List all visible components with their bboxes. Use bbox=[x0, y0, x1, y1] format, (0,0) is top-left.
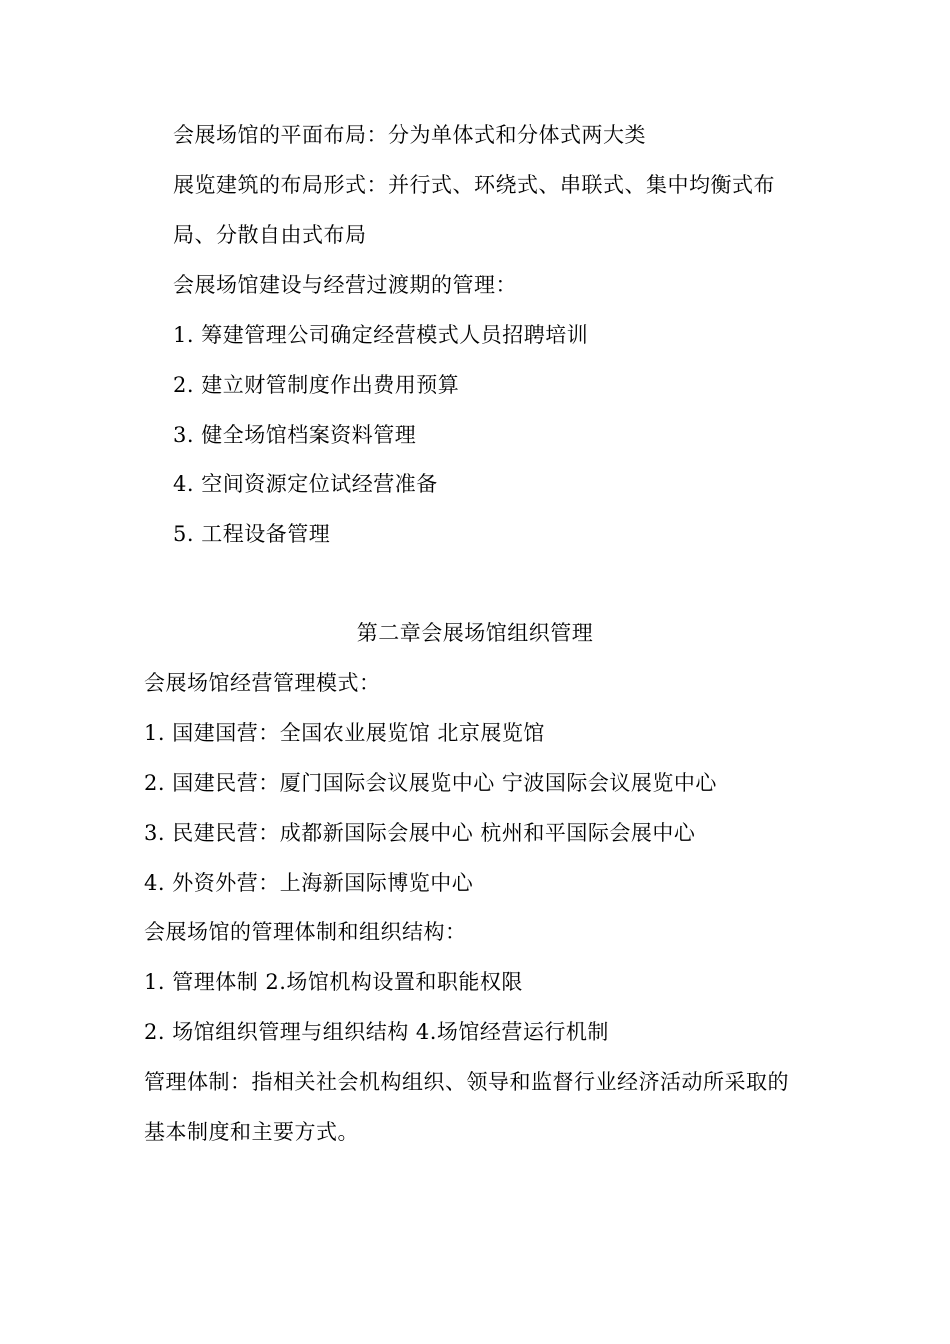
list-item: 4. 外资外营：上海新国际博览中心 bbox=[144, 871, 474, 895]
list-item: 5. 工程设备管理 bbox=[173, 522, 331, 546]
paragraph-transition-heading: 会展场馆建设与经营过渡期的管理： bbox=[173, 273, 517, 297]
paragraph-building-layout-line1: 展览建筑的布局形式：并行式、环绕式、串联式、集中均衡式布 bbox=[173, 173, 775, 197]
list-item: 1. 管理体制 2.场馆机构设置和职能权限 bbox=[144, 970, 523, 994]
list-item: 3. 健全场馆档案资料管理 bbox=[173, 423, 417, 447]
definition-line2: 基本制度和主要方式。 bbox=[144, 1120, 359, 1144]
list-item: 2. 国建民营：厦门国际会议展览中心 宁波国际会议展览中心 bbox=[144, 771, 717, 795]
list-item: 1. 国建国营：全国农业展览馆 北京展览馆 bbox=[144, 721, 545, 745]
list-item: 4. 空间资源定位试经营准备 bbox=[173, 472, 438, 496]
list-item: 2. 场馆组织管理与组织结构 4.场馆经营运行机制 bbox=[144, 1020, 609, 1044]
definition-line1: 管理体制：指相关社会机构组织、领导和监督行业经济活动所采取的 bbox=[144, 1070, 789, 1094]
chapter-title: 第二章会展场馆组织管理 bbox=[356, 621, 594, 645]
list-item: 2. 建立财管制度作出费用预算 bbox=[173, 373, 460, 397]
paragraph-layout: 会展场馆的平面布局：分为单体式和分体式两大类 bbox=[173, 123, 646, 147]
section-heading-mode: 会展场馆经营管理模式： bbox=[144, 671, 381, 695]
list-item: 3. 民建民营：成都新国际会展中心 杭州和平国际会展中心 bbox=[144, 821, 696, 845]
paragraph-building-layout-line2: 局、分散自由式布局 bbox=[173, 223, 367, 247]
list-item: 1. 筹建管理公司确定经营模式人员招聘培训 bbox=[173, 323, 589, 347]
section-heading-structure: 会展场馆的管理体制和组织结构： bbox=[144, 920, 467, 944]
